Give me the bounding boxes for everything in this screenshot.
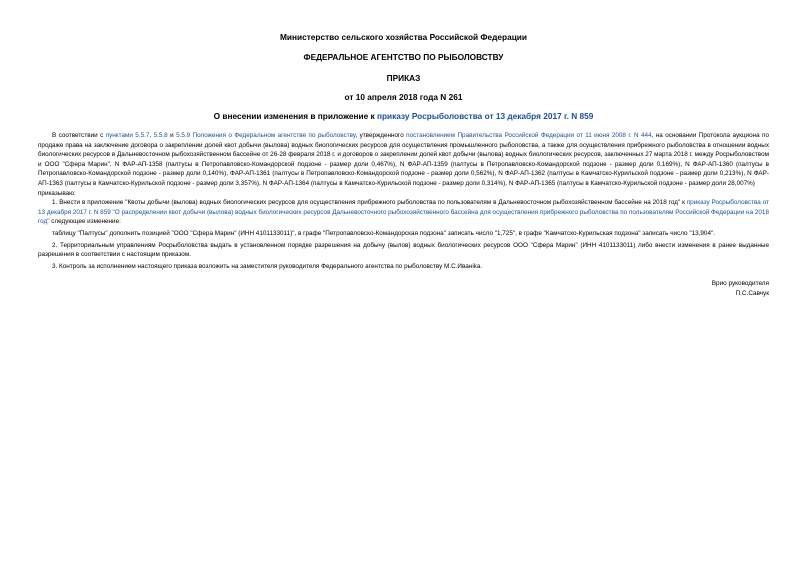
preamble-text-1: В соответствии с <box>52 132 106 139</box>
preamble-text-5: , на основании Протокола аукциона по продаже права на заключение договора о закреплении долей квот добычи (вылова) водных биологических ресурсов для осуществления промышленного рыболовства, а также для осуществления прибрежного рыболовства в отношении водных биологических ресурсов в Дальневосточном рыбохозяйственном бассейне от 26-28 февраля 2018 г. и договоров о закреплении долей квот добычи (вылова) водных биологических ресурсов, заключенных 27 марта 2018 г. между Росрыболовством и ООО "Сфера Марин", N ФАР-АП-1358 (палтусы в Петропавловско-Командорской подзоне - размер доли 0,467%), N ФАР-АП-1359 (палтусы в Петропавловско-Командорской подзоне - размер доли 0,169%), N ФАР-АП-1360 (палтусы в Петропавловско-Командорской подзоне - размер доли 0,140%), ФАР-АП-1361 (палтусы в Петропавловско-Командорской подзоне - размер доли 0,562%), N ФАР-АП-1362 (палтусы в Камчатско-Курильской подзоне - размер доли 0,213%), N ФАР-АП-1363 (палтусы в Камчатско-Курильской подзоне - размер доли 3,357%), N ФАР-АП-1364 (палтусы в Камчатско-Курильской подзоне - размер доли 0,314%), N ФАР-АП-1365 (палтусы в Камчатско-Курильской подзоне - размер доли 28,007%) <box>38 132 769 187</box>
preamble-paragraph <box>38 131 769 189</box>
agency-heading: ФЕДЕРАЛЬНОЕ АГЕНТСТВО ПО РЫБОЛОВСТВУ <box>303 52 504 62</box>
ministry-heading: Министерство сельского хозяйства Российской Федерации <box>280 32 527 42</box>
item-3: 3. Контроль за исполнением настоящего приказа возложить на заместителя руководителя Федерального агентства по рыболовству М.С.Иванika. <box>52 262 483 270</box>
order-word: приказываю: <box>38 189 76 197</box>
government-decree-link[interactable]: постановлением Правительства Российской Федерации от 11 июня 2008 г. N 444 <box>406 132 652 139</box>
regulation-link[interactable]: 5.5.9 Положения о Федеральном агентстве по рыболовству <box>176 132 356 139</box>
title-order-link[interactable]: приказу Росрыболовства от 13 декабря 2017 г. N 859 <box>376 111 594 121</box>
clause-558-link[interactable]: 5.5.8 <box>153 132 168 139</box>
item-1-text-2: следующее изменение: <box>49 218 121 226</box>
signature-position: Врио руководителя <box>711 280 769 288</box>
item-1-sub: таблицу "Палтусы" дополнить позицией "ООО "Сфера Марин" (ИНН 4101133011)", в графе "Петропавловско-Командорская подзона" записать число "1,725", в графе "Камчатско-Курильская подзона" записать число "13,904". <box>52 229 716 237</box>
preamble-text-2: , <box>149 132 154 139</box>
signature-name: П.С.Савчук <box>735 290 769 298</box>
doc-type-heading: ПРИКАЗ <box>386 73 421 83</box>
item-2: 2. Территориальным управлениям Росрыболовства выдать в установленном порядке разрешения на добычу (вылов) водных биологических ресурсов ООО "Сфера Марин" (ИНН 4101133011) либо внести изменения в ранее выданные разрешения в соответствии с настоящим приказом. <box>38 241 769 259</box>
preamble-text-4: , утвержденного <box>355 132 407 139</box>
order-859-link[interactable]: приказу Росрыболовства от 13 декабря 2017 г. N 859 "О распределении квот добычи (вылова) водных биологических ресурсов Дальневосточного рыбохозяйственного бассейна для осуществления прибрежного рыболовства по пользователям Российской Федерации на 2018 год" <box>38 199 769 226</box>
document <box>38 32 769 299</box>
item-1 <box>38 198 769 227</box>
title-prefix: О внесении изменения в приложение к <box>213 111 377 121</box>
clause-557-link[interactable]: пунктами 5.5.7 <box>105 132 150 139</box>
title-heading <box>38 111 769 121</box>
preamble-text-3: и <box>167 132 177 139</box>
item-1-text-1: 1. Внести в приложение "Квоты добычи (вылова) водных биологических ресурсов для осуществления прибрежного рыболовства по пользователям в Дальневосточном рыбохозяйственном бассейне на 2018 год" к <box>52 199 687 207</box>
document-body <box>38 131 769 271</box>
date-number-heading: от 10 апреля 2018 года N 261 <box>344 92 463 102</box>
signature-block <box>38 279 769 299</box>
